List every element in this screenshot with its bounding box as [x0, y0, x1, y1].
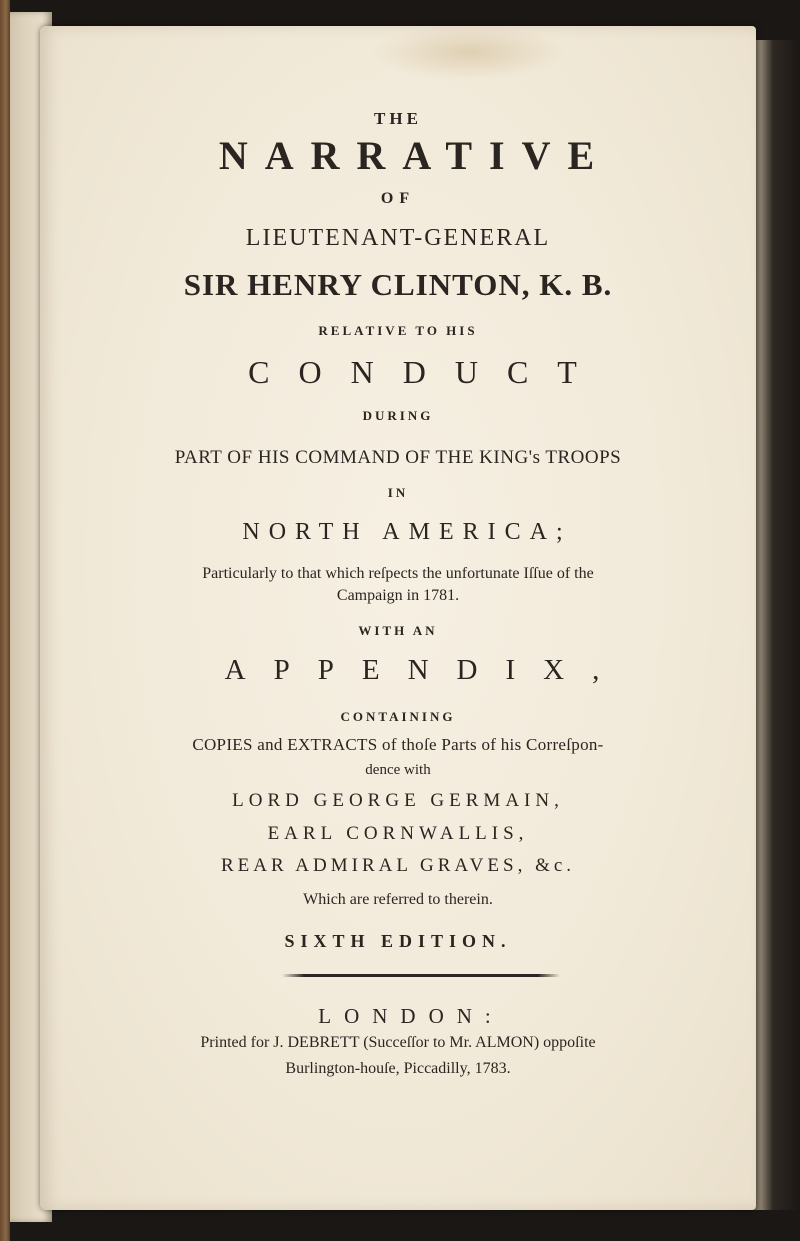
title-place: NORTH AMERICA; — [242, 519, 572, 545]
title-copies-line-2: dence with — [365, 762, 431, 778]
title-copies-line-1: COPIES and EXTRACTS of thoſe Parts of his Correſpon- — [192, 735, 604, 754]
title-edition: SIXTH EDITION. — [284, 931, 512, 951]
imprint-city: LONDON: — [318, 1004, 504, 1028]
title-correspondent-germain: LORD GEORGE GERMAIN, — [232, 790, 564, 811]
title-in: IN — [387, 485, 409, 500]
title-command: PART OF HIS COMMAND OF THE KING's TROOPS — [174, 447, 622, 468]
imprint-printer-line-2: Burlington-houſe, Piccadilly, 1783. — [285, 1060, 511, 1077]
title-particularly-line-1: Particularly to that which reſpects the unfortunate Iſſue of the — [202, 565, 594, 582]
ornamental-rule — [282, 974, 560, 977]
title-rank: LIEUTENANT-GENERAL — [245, 225, 551, 251]
title-correspondent-graves: REAR ADMIRAL GRAVES, &c. — [220, 855, 576, 876]
title-during: DURING — [362, 408, 434, 423]
title-containing: CONTAINING — [340, 709, 456, 724]
book-spine — [0, 0, 10, 1241]
title-correspondent-cornwallis: EARL CORNWALLIS, — [267, 823, 529, 844]
title-page — [40, 26, 756, 1210]
title-relative: RELATIVE TO HIS — [318, 323, 478, 338]
title-appendix: APPENDIX, — [224, 654, 628, 686]
title-narrative: NARRATIVE — [218, 133, 612, 178]
title-name: SIR HENRY CLINTON, K. B. — [183, 267, 613, 302]
title-the: THE — [374, 109, 422, 128]
title-particularly-line-2: Campaign in 1781. — [336, 587, 460, 604]
title-conduct: CONDUCT — [248, 354, 606, 390]
title-of: OF — [380, 190, 416, 207]
title-referred: Which are referred to therein. — [303, 891, 493, 908]
imprint-printer-line-1: Printed for J. DEBRETT (Succeſſor to Mr. ALMON) oppoſite — [200, 1034, 596, 1051]
title-with-an: WITH AN — [358, 623, 438, 638]
